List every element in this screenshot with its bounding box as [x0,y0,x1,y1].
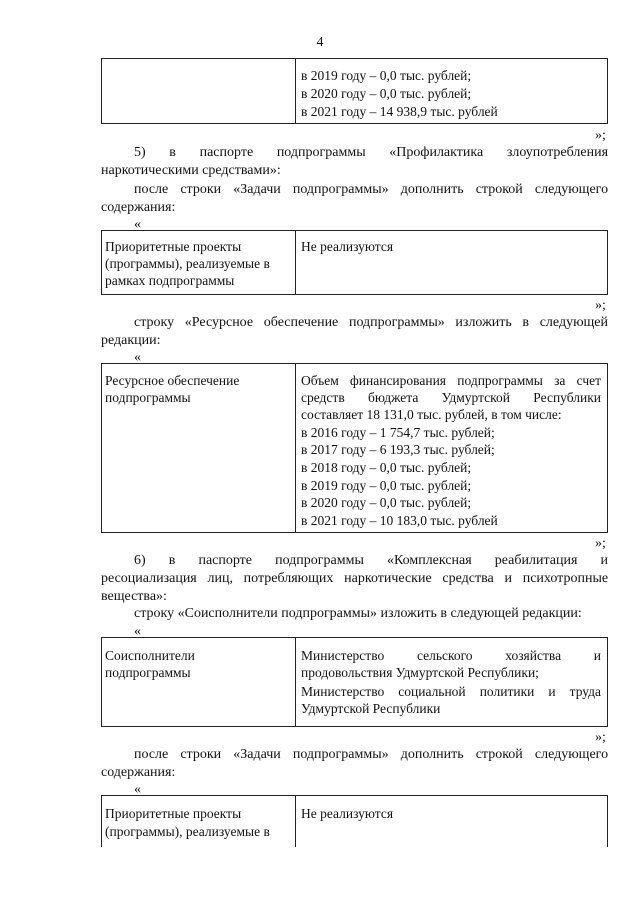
word: обеспечение [263,315,339,330]
resource-2018: в 2018 году – 0,0 тыс. рублей; [301,460,472,475]
word: следующей [539,315,609,330]
item6-line2 [101,570,608,587]
word: паспорте [199,145,254,160]
word: дополнить [400,182,464,197]
co-executors-value-line2: продовольствия Удмуртской Республики; [301,665,539,680]
word: «Задачи [233,182,281,197]
word: после [134,747,169,762]
word: строки [180,182,222,197]
resource-label-2: подпрограммы [105,390,191,405]
table-co-executors [101,637,608,727]
item5-line3 [134,181,608,198]
resource-value-line1 [301,372,601,389]
word: следующего [534,747,609,762]
resource-total: составляет 18 131,0 тыс. рублей, в том числе: [301,407,562,422]
word: и [600,553,608,568]
word: реабилитация [494,553,578,568]
word: подпрограммы» [292,182,389,197]
word: 5) в [134,145,176,160]
priority-projects-2-value: Не реализуются [301,806,394,821]
word: наркотические [344,571,432,586]
word: «Комплексная [386,553,472,568]
co-executors-label-1: Соисполнители [105,648,195,663]
word: и [593,648,601,663]
funding-2021: в 2021 году – 14 938,9 тыс. рублей [301,104,498,119]
word: и [548,684,556,699]
opening-quote-5: « [134,782,141,797]
word: бюджета [368,390,419,405]
word: потребляющих [243,571,334,586]
resource-label-1: Ресурсное обеспечение [105,373,240,388]
table-priority-projects [101,230,608,295]
resource-2017: в 2017 году – 6 193,3 тыс. рублей; [301,442,495,457]
word: 6) [134,553,146,568]
word: злоупотребления [506,145,609,160]
priority-projects-label-1: Приоритетные проекты [105,239,242,254]
funding-2020: в 2020 году – 0,0 тыс. рублей; [301,86,472,101]
word: Республики [533,390,602,405]
word: ресоциализация [101,571,197,586]
word: Удмуртской [441,390,510,405]
closing-quote-2: »; [595,298,606,313]
word: «Ресурсное [184,315,254,330]
resource-para-line2: редакции: [101,333,161,348]
word: труда [569,684,602,699]
word: строку [134,315,175,330]
word: «Профилактика [389,145,484,160]
item6-line1 [134,552,608,569]
word: Министерство [301,684,385,699]
word: лиц, [207,571,233,586]
priority-projects-label-2: (программы), реализуемые в [105,256,270,271]
word: Объем [301,373,339,388]
opening-quote-3: « [134,350,141,365]
word: счет [576,373,602,388]
word: строкой [475,747,523,762]
word: после [134,182,169,197]
priority-projects-2-label-2: (программы), реализуемые в [105,824,270,839]
word: в [168,553,176,568]
resource-para-line1 [134,314,608,331]
item6-line3: вещества»: [101,589,167,604]
priority-projects-label-3: рамках подпрограммы [105,273,235,288]
word: «Задачи [233,747,281,762]
closing-quote-4: »; [595,730,606,745]
priority-projects-value: Не реализуются [301,239,394,254]
resource-value-line2 [301,389,601,406]
word: средства [442,571,494,586]
co-executors-value-line1 [301,647,601,664]
opening-quote-4: « [134,624,141,639]
word: строкой [475,182,523,197]
table-priority-projects-2 [101,795,608,847]
tasks-para-line1 [134,746,608,763]
tasks-para-line2: содержания: [101,765,176,780]
word: строки [180,747,222,762]
word: следующего [534,182,609,197]
co-executors-label-2: подпрограммы [105,665,191,680]
word: подпрограммы» [292,747,389,762]
word: Министерство [301,648,385,663]
table-resource-provision [101,363,608,533]
word: психотропные [522,571,609,586]
word: и [504,571,512,586]
item5-line4: содержания: [101,200,176,215]
item5-line1 [134,144,608,161]
resource-2016: в 2016 году – 1 754,7 тыс. рублей; [301,425,495,440]
word: изложить [455,315,512,330]
word: подпрограммы» [348,315,445,330]
closing-quote-1: »; [595,128,606,143]
word: дополнить [400,747,464,762]
funding-2019: в 2019 году – 0,0 тыс. рублей; [301,68,472,83]
word: подпрограммы [276,145,366,160]
co-executors-value-line3 [301,683,601,700]
opening-quote-2: « [134,217,141,232]
word: подпрограммы [275,553,364,568]
resource-2021: в 2021 году – 10 183,0 тыс. рублей [301,513,498,528]
word: политики [479,684,535,699]
word: паспорте [198,553,253,568]
resource-2020: в 2020 году – 0,0 тыс. рублей; [301,495,472,510]
resource-2019: в 2019 году – 0,0 тыс. рублей; [301,478,472,493]
item6-line4: строку «Соисполнители подпрограммы» изложить в следующей редакции: [134,606,582,621]
word: средств [301,390,345,405]
co-executors-value-line4: Удмуртской Республики [301,701,441,716]
word: социальной [398,684,466,699]
word: подпрограммы [457,373,543,388]
word: хозяйства [505,648,562,663]
page-number: 4 [316,35,324,50]
word: финансирования [350,373,447,388]
priority-projects-2-label-1: Приоритетные проекты [105,806,242,821]
word: в [522,315,530,330]
table-funding-continuation [101,58,608,124]
item5-line2: наркотическими средствами»: [101,163,281,178]
word: сельского [416,648,473,663]
word: за [554,373,566,388]
closing-quote-3: »; [595,536,606,551]
